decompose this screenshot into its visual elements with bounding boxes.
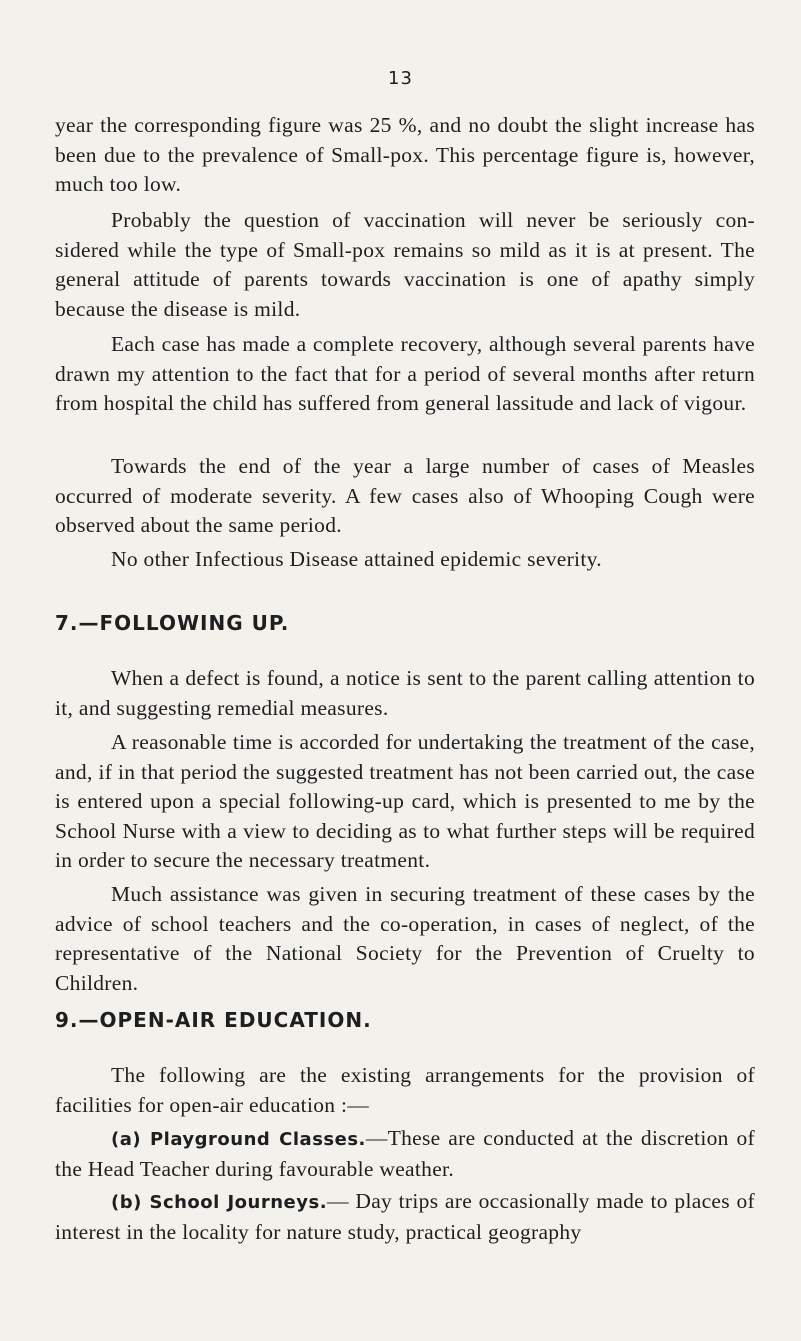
paragraph-following-up-card: A reasonable time is accorded for undertaking the treatment of the case, and, if in that period the suggested treatment has not been carried out, the case is entered upon a special following-up card, which is presented to me by the School Nurse with a view to deciding as to what further steps will be required in order to secure the necessary treatment. [55, 730, 755, 872]
playground-classes-text: —These are conducted at the discretion of the Head Teacher during favourable weather. [55, 1126, 755, 1181]
school-journeys-label: (b) School Journeys. [111, 1192, 328, 1213]
section-7-heading: 7.—FOLLOWING UP. [55, 611, 290, 635]
paragraph-vaccination-percentage: year the corresponding figure was 25 %, and no doubt the slight increase has been due to the prevalence of Small-pox. This percentage figure is, however, much too low. [55, 113, 755, 196]
paragraph-assistance: Much assistance was given in securing treatment of these cases by the advice of school teachers and the co-operation, in cases of neglect, of the representative of the National Society for the Prevention of Cruelty to Children. [55, 882, 755, 995]
paragraph-recovery: Each case has made a complete recovery, although several parents have drawn my attention to the fact that for a period of several months after return from hospital the child has suffered from general lassitude and lack of vigour. [55, 332, 755, 415]
page-number: 13 [388, 68, 413, 89]
list-item-school-journeys [55, 1187, 755, 1247]
list-item-playground-classes [55, 1124, 755, 1184]
section-9-heading: 9.—OPEN-AIR EDUCATION. [55, 1008, 372, 1032]
paragraph-measles: Towards the end of the year a large number of cases of Measles occurred of moderate severity. A few cases also of Whooping Cough were observed about the same period. [55, 454, 755, 537]
paragraph-vaccination-question: Probably the question of vaccination will never be seriously con- sidered while the type of Small-pox remains so mild as it is at present. The general attitude of parents towards vaccination is one of apathy simply because the disease is mild. [55, 208, 755, 321]
playground-classes-label: (a) Playground Classes. [111, 1129, 366, 1150]
paragraph-no-epidemic: No other Infectious Disease attained epidemic severity. [111, 547, 602, 571]
school-journeys-text: — Day trips are occasionally made to places of interest in the locality for nature study, practical geography [55, 1189, 755, 1244]
paragraph-open-air-arrangements: The following are the existing arrangements for the provision of facilities for open-air education :— [55, 1063, 755, 1117]
paragraph-defect-notice: When a defect is found, a notice is sent to the parent calling attention to it, and suggesting remedial measures. [55, 666, 755, 720]
